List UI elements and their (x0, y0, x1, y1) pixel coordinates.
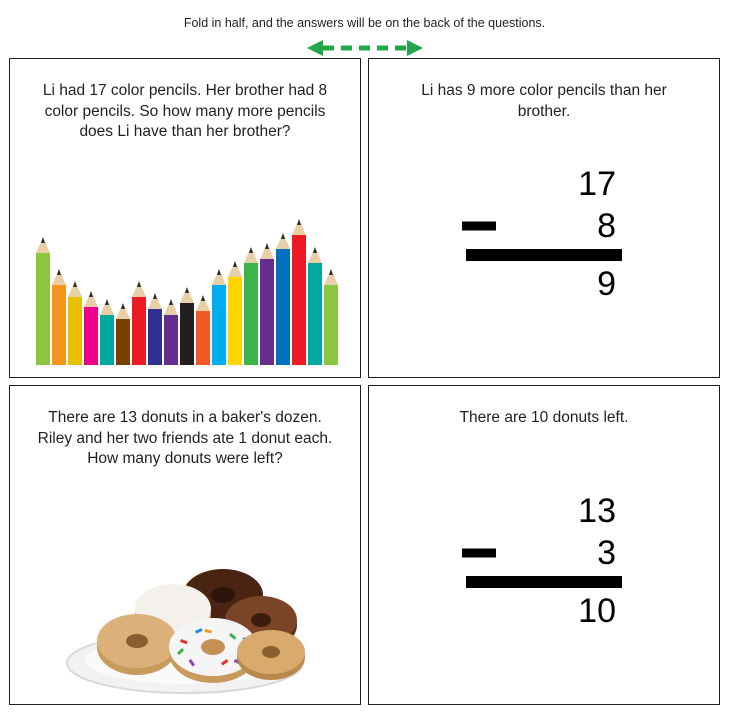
subtrahend-value: 3 (597, 534, 616, 572)
subtrahend-row (454, 532, 634, 574)
fold-instruction-text: Fold in half, and the answers will be on the back of the questions. (183, 16, 546, 30)
pencil-1 (36, 237, 50, 365)
pencil-19 (324, 269, 338, 365)
subtraction-problem-donuts (369, 490, 719, 628)
result-value: 10 (578, 592, 616, 630)
minus-sign-icon (462, 222, 496, 231)
question-text-donuts: There are 13 donuts in a baker's dozen. Riley and her two friends ate 1 donut each. How many donuts were left? (37, 409, 333, 468)
result-value: 9 (597, 265, 616, 303)
answer-text-pencils: Li has 9 more color pencils than her brother. (421, 82, 667, 120)
minus-sign-icon (462, 549, 496, 558)
minuend-value: 13 (578, 492, 616, 530)
equals-bar (466, 576, 622, 588)
question-card-pencils (9, 58, 361, 378)
question-card-donuts (9, 385, 361, 705)
donuts-illustration (45, 543, 325, 698)
answer-card-donuts (368, 385, 720, 705)
donuts-plate-photo (10, 524, 360, 704)
pencil-16 (276, 233, 290, 365)
pencil-9 (164, 299, 178, 365)
subtrahend-value: 8 (597, 207, 616, 245)
pencil-14 (244, 247, 258, 365)
pencil-12 (212, 269, 226, 365)
question-text-pencils: Li had 17 color pencils. Her brother had 8 color pencils. So how many more pencils does Li have than her brother? (42, 82, 328, 141)
pencil-7 (132, 281, 146, 365)
pencil-17 (292, 219, 306, 365)
pencil-3 (68, 281, 82, 365)
pencil-18 (308, 247, 322, 365)
pencil-8 (148, 293, 162, 365)
minuend-row (454, 163, 634, 205)
subtrahend-row (454, 205, 634, 247)
fold-arrow-container (0, 40, 729, 56)
minuend-row (454, 490, 634, 532)
pencil-11 (196, 295, 210, 365)
pencil-row (36, 200, 336, 365)
double-headed-dashed-arrow-icon (305, 40, 425, 56)
color-pencils-photo (10, 197, 360, 377)
subtraction-problem-pencils (369, 163, 719, 301)
pencil-10 (180, 287, 194, 365)
equals-bar (466, 249, 622, 261)
card-grid (9, 58, 720, 705)
minuend-value: 17 (578, 165, 616, 203)
pencil-13 (228, 261, 242, 365)
pencil-2 (52, 269, 66, 365)
pencil-6 (116, 303, 130, 365)
pencil-15 (260, 243, 274, 365)
pencil-5 (100, 299, 114, 365)
answer-text-donuts: There are 10 donuts left. (459, 409, 629, 426)
pencil-4 (84, 291, 98, 365)
answer-card-pencils (368, 58, 720, 378)
